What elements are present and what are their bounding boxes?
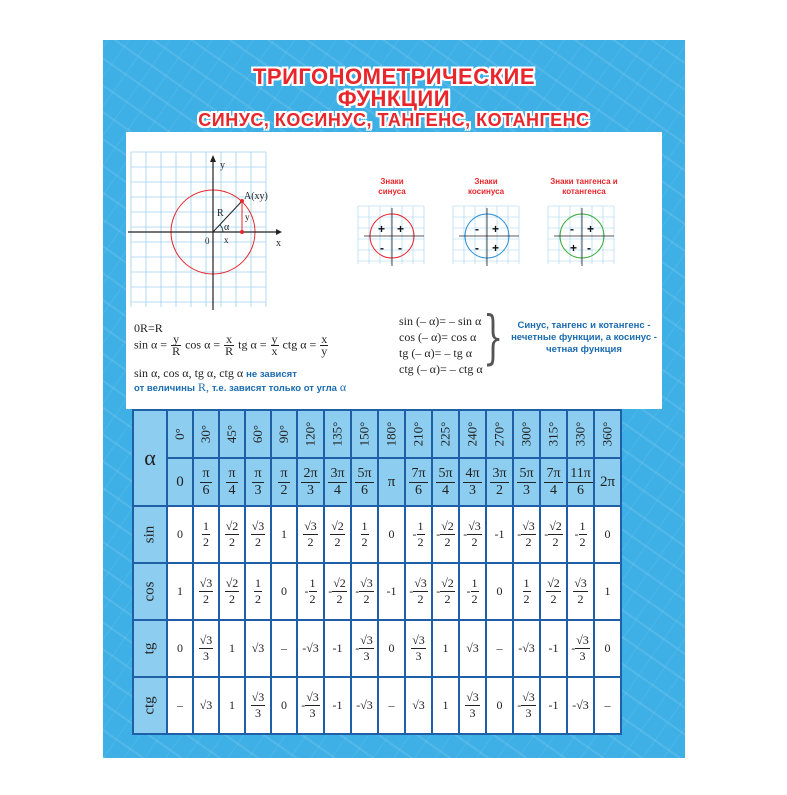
value-cell: 0 xyxy=(378,620,405,677)
value-cell: $\frac{√3}{3}$ xyxy=(405,620,432,677)
rad-cell: $\frac{7\pi}{4}$ xyxy=(540,458,567,506)
deg-cell: 180° xyxy=(378,410,405,458)
deg-cell: 330° xyxy=(567,410,594,458)
value-cell: $\frac{√2}{2}$ xyxy=(219,563,245,620)
alpha-label: α xyxy=(224,222,230,233)
angle-arc xyxy=(220,225,223,232)
info-panel xyxy=(126,132,662,409)
table-row-sin xyxy=(133,506,621,563)
identity-tg: tg (– α)= – tg α xyxy=(399,346,473,360)
tan-sign-q4: - xyxy=(587,241,591,255)
radians-row xyxy=(133,458,621,506)
grid xyxy=(131,152,266,307)
value-cell: – xyxy=(167,677,193,734)
function-label: cos xyxy=(133,563,167,620)
deg-cell: 300° xyxy=(513,410,540,458)
value-cell: $\frac{√3}{2}$ xyxy=(567,563,594,620)
deg-cell: 0° xyxy=(167,410,193,458)
value-cell: - $\frac{√3}{2}$ xyxy=(459,506,486,563)
value-cell: 1 xyxy=(432,677,459,734)
value-cell: 0 xyxy=(594,506,621,563)
identity-cos: cos (– α)= cos α xyxy=(399,330,477,344)
cos-sign-q4: + xyxy=(492,241,500,255)
sin-sign-q2: + xyxy=(378,222,386,236)
value-cell: $\frac{√3}{3}$ xyxy=(245,677,271,734)
axis-x-label: x xyxy=(276,238,281,249)
value-cell: 1 xyxy=(594,563,621,620)
tan-sign-q3: + xyxy=(570,241,578,255)
value-cell: $\frac{√2}{2}$ xyxy=(219,506,245,563)
value-cell: 1 xyxy=(167,563,193,620)
value-cell: 0 xyxy=(378,506,405,563)
or-equals-r: 0R=R xyxy=(134,321,163,335)
value-cell: √3 xyxy=(245,620,271,677)
value-cell: - $\frac{1}{2}$ xyxy=(297,563,324,620)
value-cell: -1 xyxy=(540,620,567,677)
rad-cell: $\frac{2\pi}{3}$ xyxy=(297,458,324,506)
deg-cell: 120° xyxy=(297,410,324,458)
value-cell: $\frac{√3}{3}$ xyxy=(193,620,219,677)
value-rows xyxy=(133,506,621,734)
rad-cell: π xyxy=(378,458,405,506)
y-segment-label: y xyxy=(245,212,250,222)
value-cell: -√3 xyxy=(351,677,378,734)
value-cell: $\frac{√2}{2}$ xyxy=(324,506,351,563)
value-cell: - $\frac{√3}{3}$ xyxy=(297,677,324,734)
value-cell: √3 xyxy=(193,677,219,734)
rad-cell: $\frac{\pi}{2}$ xyxy=(271,458,297,506)
tan-signs-title: Знаки тангенса и котангенса xyxy=(550,177,618,196)
value-cell: $\frac{√3}{2}$ xyxy=(245,506,271,563)
value-cell: - $\frac{1}{2}$ xyxy=(567,506,594,563)
value-cell: - $\frac{√2}{2}$ xyxy=(540,506,567,563)
cos-sign-diagram xyxy=(453,206,519,266)
rad-cell: $\frac{\pi}{4}$ xyxy=(219,458,245,506)
deg-cell: 240° xyxy=(459,410,486,458)
value-cell: 0 xyxy=(594,620,621,677)
value-cell: - $\frac{√2}{2}$ xyxy=(432,563,459,620)
radius-label: R xyxy=(217,208,224,219)
value-cell: $\frac{√3}{2}$ xyxy=(297,506,324,563)
value-cell: -1 xyxy=(324,677,351,734)
parity-note: Синус, тангенс и котангенс - нечетные функции, а косинус - четная функция xyxy=(511,320,657,355)
deg-cell: 315° xyxy=(540,410,567,458)
cos-sign-q1: + xyxy=(492,222,500,236)
value-cell: √3 xyxy=(405,677,432,734)
definitions-line: sin α = $\frac{y}{R}$ cos α = $\frac{x}{R}$ tg α = $\frac{y}{x}$ ctg α = $\frac{x}{y}$ xyxy=(134,332,328,358)
rad-cell: $\frac{4\pi}{3}$ xyxy=(459,458,486,506)
value-cell: $\frac{1}{2}$ xyxy=(351,506,378,563)
value-cell: 0 xyxy=(486,563,513,620)
deg-cell: 210° xyxy=(405,410,432,458)
value-cell: 1 xyxy=(219,620,245,677)
deg-cell: 135° xyxy=(324,410,351,458)
sin-sign-q3: - xyxy=(380,241,384,255)
value-cell: $\frac{1}{2}$ xyxy=(513,563,540,620)
value-cell: - $\frac{√3}{2}$ xyxy=(513,506,540,563)
value-cell: – xyxy=(378,677,405,734)
x-segment-label: x xyxy=(224,235,229,245)
function-label: ctg xyxy=(133,677,167,734)
title-line-1: ТРИГОНОМЕТРИЧЕСКИЕ xyxy=(252,64,536,89)
sin-signs-title: Знаки синуса xyxy=(378,177,406,196)
value-cell: – xyxy=(486,620,513,677)
value-cell: -1 xyxy=(540,677,567,734)
rad-cell: $\frac{5\pi}{6}$ xyxy=(351,458,378,506)
deg-cell: 45° xyxy=(219,410,245,458)
value-cell: - $\frac{√2}{2}$ xyxy=(324,563,351,620)
deg-cell: 270° xyxy=(486,410,513,458)
value-cell: 0 xyxy=(271,677,297,734)
value-cell: $\frac{√2}{2}$ xyxy=(540,563,567,620)
rad-cell: $\frac{11\pi}{6}$ xyxy=(567,458,594,506)
poster xyxy=(103,40,685,758)
identity-ctg: ctg (– α)= – ctg α xyxy=(399,362,483,376)
deg-cell: 360° xyxy=(594,410,621,458)
function-label: sin xyxy=(133,506,167,563)
deg-cell: 225° xyxy=(432,410,459,458)
value-cell: √3 xyxy=(459,620,486,677)
value-cell: 1 xyxy=(271,506,297,563)
sin-sign-diagram xyxy=(358,206,424,266)
y-axis-arrow xyxy=(210,155,216,162)
independence-note-line1: sin α, cos α, tg α, ctg α не зависят xyxy=(134,366,297,380)
value-cell: – xyxy=(271,620,297,677)
value-cell: – xyxy=(594,677,621,734)
value-cell: - $\frac{√3}{2}$ xyxy=(351,563,378,620)
title-line-3: СИНУС, КОСИНУС, ТАНГЕНС, КОТАНГЕНС xyxy=(198,110,590,130)
cos-sign-q2: - xyxy=(475,222,479,236)
value-cell: - $\frac{√3}{3}$ xyxy=(513,677,540,734)
value-cell: - $\frac{√3}{2}$ xyxy=(405,563,432,620)
rad-cell: $\frac{\pi}{6}$ xyxy=(193,458,219,506)
deg-cell: 60° xyxy=(245,410,271,458)
sin-sign-q4: - xyxy=(398,241,402,255)
identity-sin: sin (– α)= – sin α xyxy=(399,314,482,328)
value-cell: $\frac{1}{2}$ xyxy=(193,506,219,563)
value-cell: - $\frac{√3}{3}$ xyxy=(351,620,378,677)
value-cell: 0 xyxy=(167,620,193,677)
rad-cell: $\frac{7\pi}{6}$ xyxy=(405,458,432,506)
rad-cell: $\frac{3\pi}{4}$ xyxy=(324,458,351,506)
rad-cell: 0 xyxy=(167,458,193,506)
rad-cell: $\frac{\pi}{3}$ xyxy=(245,458,271,506)
alpha-header: α xyxy=(133,410,167,506)
table-row-tg xyxy=(133,620,621,677)
value-cell: - $\frac{1}{2}$ xyxy=(405,506,432,563)
independence-note-line2: от величины R, т.е. зависят только от угла α xyxy=(134,380,347,394)
point-a-label: A(xy) xyxy=(244,191,268,202)
value-cell: $\frac{√3}{2}$ xyxy=(193,563,219,620)
point-x xyxy=(240,230,244,234)
value-cell: -√3 xyxy=(513,620,540,677)
value-cell: 0 xyxy=(486,677,513,734)
table-row-cos xyxy=(133,563,621,620)
value-cell: -1 xyxy=(378,563,405,620)
value-cell: 1 xyxy=(432,620,459,677)
value-cell: 1 xyxy=(219,677,245,734)
title-line-2: ФУНКЦИИ xyxy=(337,86,451,111)
deg-cell: 30° xyxy=(193,410,219,458)
deg-cell: 90° xyxy=(271,410,297,458)
rad-cell: 2π xyxy=(594,458,621,506)
tan-sign-diagram xyxy=(548,206,614,266)
rad-cell: $\frac{5\pi}{4}$ xyxy=(432,458,459,506)
value-cell: -√3 xyxy=(567,677,594,734)
value-cell: - $\frac{1}{2}$ xyxy=(459,563,486,620)
trig-values-table xyxy=(132,409,622,735)
rad-cell: $\frac{5\pi}{3}$ xyxy=(513,458,540,506)
cos-signs-title: Знаки косинуса xyxy=(467,177,505,196)
degrees-row xyxy=(133,410,621,458)
value-cell: -1 xyxy=(486,506,513,563)
value-cell: - $\frac{√3}{3}$ xyxy=(567,620,594,677)
value-cell: - $\frac{√2}{2}$ xyxy=(432,506,459,563)
tan-sign-q2: - xyxy=(570,222,574,236)
brace-icon: } xyxy=(483,303,504,371)
deg-cell: 150° xyxy=(351,410,378,458)
parity-identities xyxy=(399,313,483,377)
value-cell: $\frac{1}{2}$ xyxy=(245,563,271,620)
axis-y-label: y xyxy=(220,160,225,171)
value-cell: 0 xyxy=(271,563,297,620)
origin-label: 0 xyxy=(205,236,210,246)
rad-cell: $\frac{3\pi}{2}$ xyxy=(486,458,513,506)
tan-sign-q1: + xyxy=(587,222,595,236)
value-cell: -√3 xyxy=(297,620,324,677)
value-cell: 0 xyxy=(167,506,193,563)
x-axis-arrow xyxy=(276,229,282,235)
value-cell: $\frac{√3}{3}$ xyxy=(459,677,486,734)
sin-sign-q1: + xyxy=(397,222,405,236)
value-cell: -1 xyxy=(324,620,351,677)
function-label: tg xyxy=(133,620,167,677)
table-row-ctg xyxy=(133,677,621,734)
cos-sign-q3: - xyxy=(475,241,479,255)
